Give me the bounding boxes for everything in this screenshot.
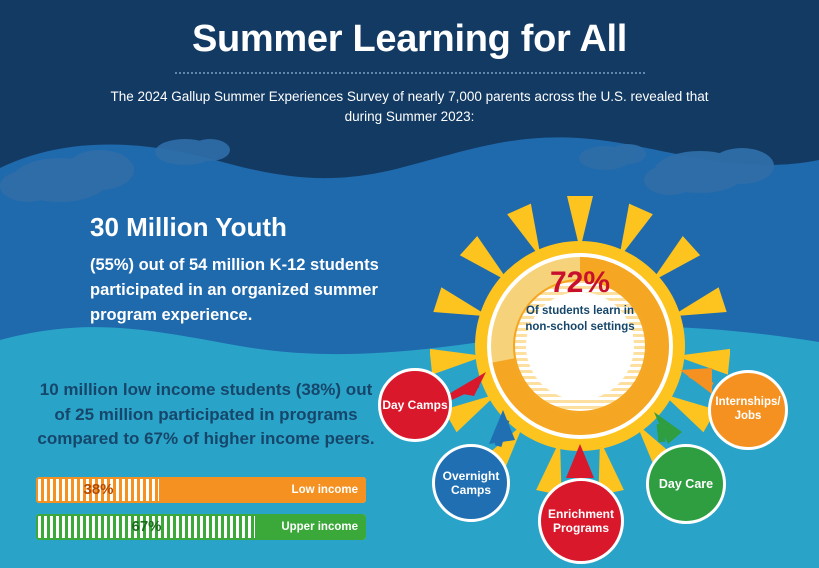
- bubble-label: Internships/ Jobs: [715, 396, 781, 422]
- bubble-overnight-camps[interactable]: [432, 444, 510, 522]
- bar-row-low-income: [36, 477, 366, 503]
- bubble-label: Overnight Camps: [442, 468, 500, 497]
- header: [0, 0, 819, 126]
- bubble-day-care[interactable]: [646, 444, 726, 524]
- bubble-label: Day Care: [658, 476, 714, 491]
- bubble-internships-jobs[interactable]: [708, 370, 788, 450]
- donut-percent: 72%: [549, 266, 611, 299]
- bubble-label: Enrichment Programs: [547, 506, 614, 535]
- stat-body: 10 million low income students (38%) out of 25 million participated in programs compared to 67% of higher income peers.: [37, 380, 375, 449]
- bubble-day-camps[interactable]: [378, 368, 452, 442]
- stat-body: (55%) out of 54 million K-12 students participated in an organized summer program experience.: [90, 256, 379, 324]
- page-title: Summer Learning for All: [191, 18, 628, 60]
- stat-headline: 30 Million Youth: [90, 212, 287, 242]
- bar-percent-label: 38%: [83, 481, 114, 498]
- bar-category-label: Upper income: [281, 521, 358, 533]
- stat-block-participation: [90, 212, 420, 327]
- donut-caption: Of students learn in non-school settings: [525, 305, 635, 333]
- bar-percent-label: 67%: [131, 518, 162, 535]
- stat-block-income: [36, 378, 376, 452]
- bubble-enrichment-programs[interactable]: [538, 478, 624, 564]
- header-subtitle: The 2024 Gallup Summer Experiences Survey of nearly 7,000 parents across the U.S. revealed that during Summer 2023:: [110, 89, 709, 124]
- income-bar-chart: [36, 477, 366, 551]
- title-divider: [175, 72, 645, 74]
- bar-row-upper-income: [36, 514, 366, 540]
- bar-category-label: Low income: [291, 484, 358, 496]
- bubble-label: Day Camps: [382, 397, 448, 412]
